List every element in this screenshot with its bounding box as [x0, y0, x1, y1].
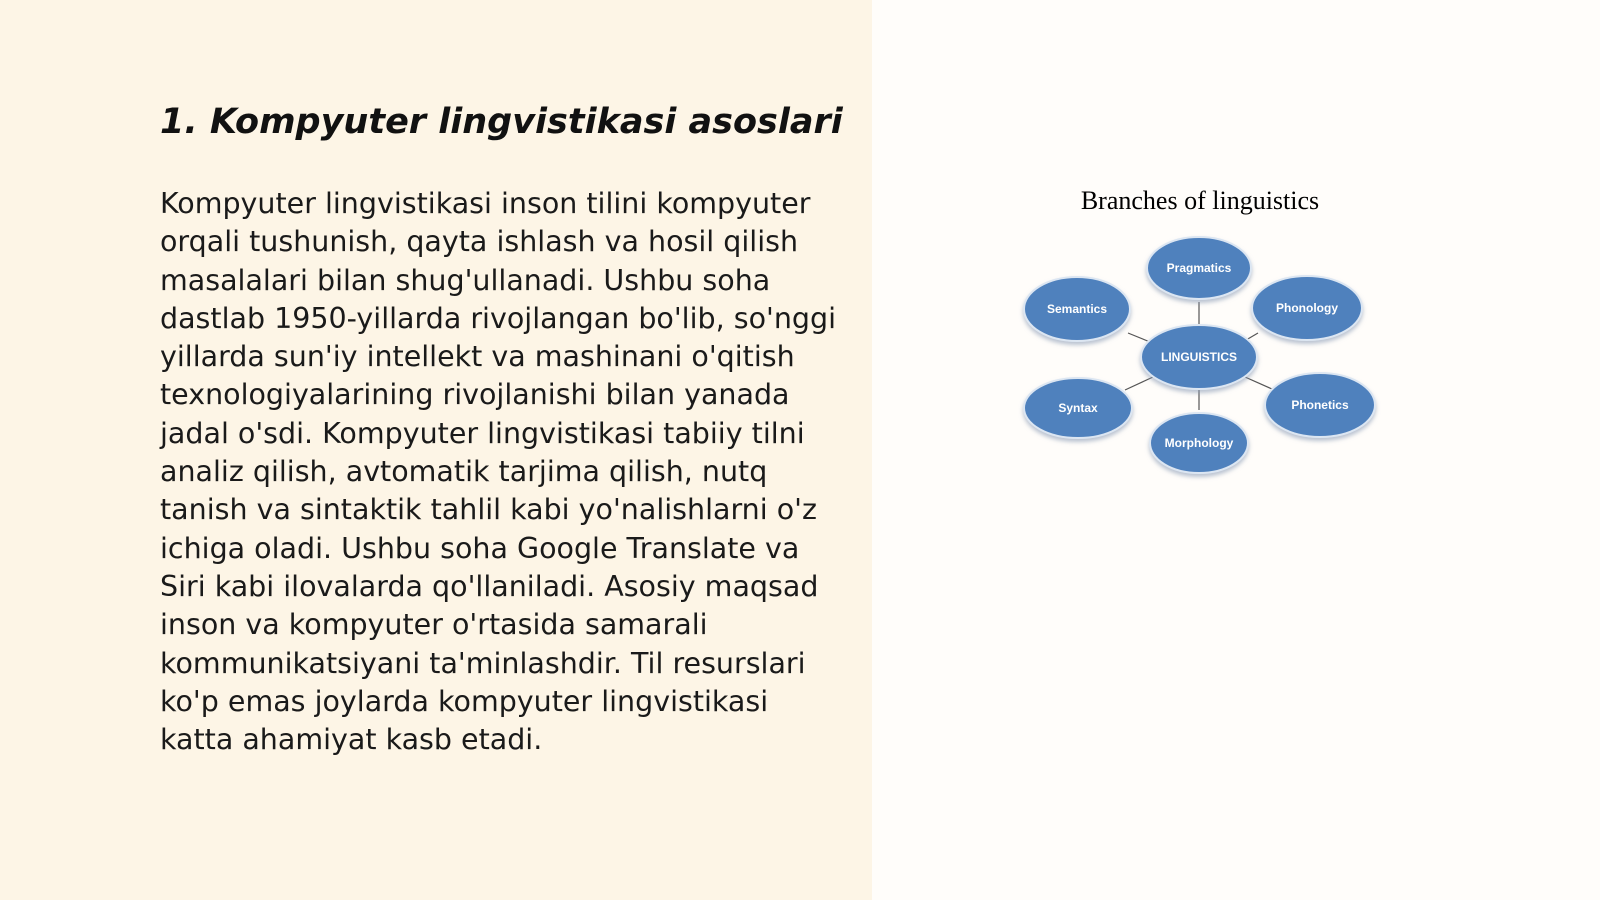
linguistics-branches-diagram: [1000, 180, 1400, 490]
label-pragmatics: Pragmatics: [1166, 261, 1232, 275]
slide-body-text: Kompyuter lingvistikasi inson tilini kompyuter orqali tushunish, qayta ishlash va hosil qilish masalalari bilan shug'ullanadi. Ushbu soha dastlab 1950-yillarda rivojlangan bo'lib, so'nggi yillarda sun'iy intellekt va mashinani o'qitish texnologiyalarining rivojlanishi bilan yanada jadal o'sdi. Kompyuter lingvistikasi tabiiy tilni analiz qilish, avtomatik tarjima qilish, nutq tanish va sintaktik tahlil kabi yo'nalishlarni o'z ichiga oladi. Ushbu soha Google Translate va Siri kabi ilovalarda qo'llaniladi. Asosiy maqsad inson va kompyuter o'rtasida samarali kommunikatsiyani ta'minlashdir. Til resurslari ko'p emas joylarda kompyuter lingvistikasi katta ahamiyat kasb etadi.: [160, 187, 837, 757]
label-semantics: Semantics: [1046, 302, 1108, 316]
connector-syntax: [1125, 377, 1153, 390]
label-morphology: Morphology: [1164, 436, 1234, 450]
label-phonetics: Phonetics: [1291, 398, 1349, 412]
diagram-title: Branches of linguistics: [1080, 186, 1320, 215]
diagram-svg: [1000, 180, 1400, 490]
connector-phonetics: [1245, 377, 1272, 389]
label-phonology: Phonology: [1276, 301, 1338, 315]
label-syntax: Syntax: [1058, 401, 1098, 415]
slide-title: 1. Kompyuter lingvistikasi asoslari: [160, 102, 843, 142]
label-linguistics-center: LINGUISTICS: [1160, 350, 1238, 364]
